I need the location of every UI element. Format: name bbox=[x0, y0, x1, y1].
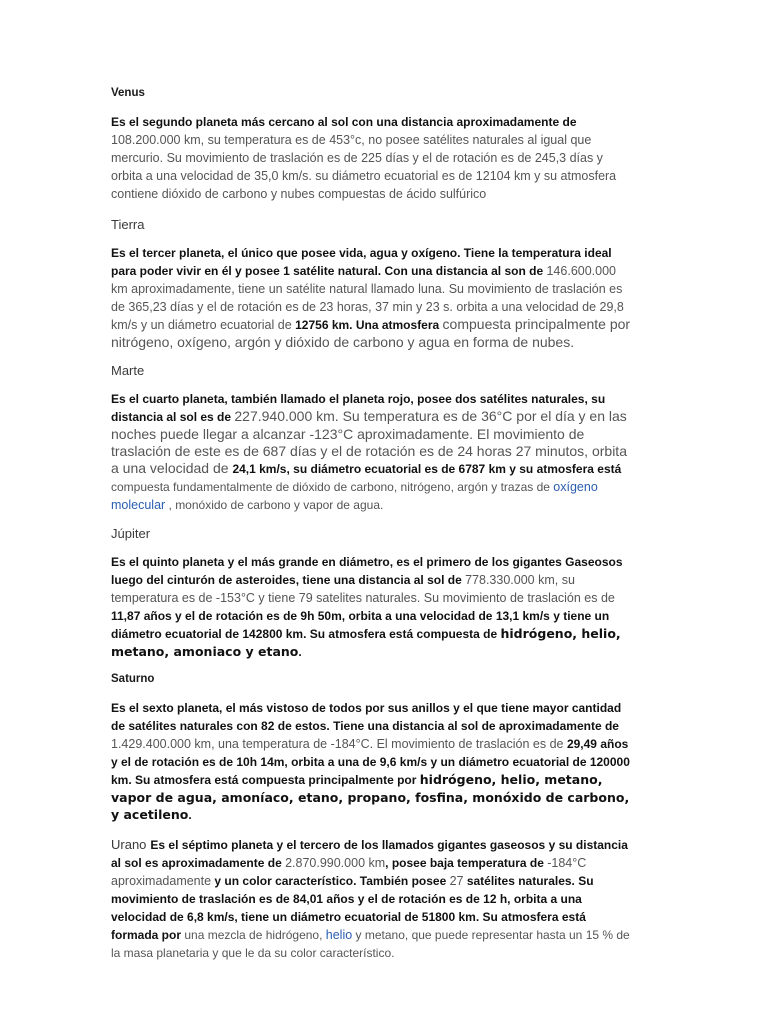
document-page bbox=[111, 84, 631, 962]
venus-text-1: Es el segundo planeta más cercano al sol con una distancia aproximadamente de bbox=[111, 115, 577, 129]
paragraph-marte bbox=[111, 390, 631, 514]
marte-text-3: 36°C por el día y en las noches puede llegar a alcanzar -123°C aproximadamente. El movimiento de traslación de este es de 687 días y el de rotación es de 24 horas 27 minutos, orbita a una velocidad de bbox=[111, 408, 627, 476]
section-title-marte: Marte bbox=[111, 363, 145, 378]
section-title-tierra: Tierra bbox=[111, 217, 145, 232]
saturno-text-1: Es el sexto planeta, el más vistoso de todos por sus anillos y el que tiene mayor cantidad de satélites naturales con 82 de estos. Tiene una distancia al sol de aproximadamente de bbox=[111, 701, 622, 733]
tierra-text-4: compuesta principalmente por nitrógeno, oxígeno, argón y dióxido de carbono y agua en forma de nubes. bbox=[111, 316, 631, 350]
urano-text-3: , posee baja temperatura de bbox=[385, 856, 548, 870]
marte-text-2: 227.940.000 km. Su temperatura es de bbox=[234, 408, 482, 424]
jupiter-text-1: Es el quinto planeta y el más grande en diámetro, es el primero de los gigantes Gaseosos luego del cinturón de asteroides, tiene una distancia al sol de bbox=[111, 555, 623, 587]
jupiter-text-4: hidrógeno, helio, metano, amoniaco y etano bbox=[111, 626, 621, 659]
section-title-urano: Urano bbox=[111, 837, 147, 852]
paragraph-tierra bbox=[111, 244, 631, 351]
marte-text-4: 24,1 km/s, su diámetro ecuatorial es de 6787 km y su atmosfera está bbox=[232, 462, 622, 476]
urano-text-2: 2.870.990.000 km bbox=[285, 856, 386, 870]
section-title-saturno: Saturno bbox=[111, 673, 155, 685]
paragraph-venus bbox=[111, 113, 631, 203]
venus-text-2: 108.200.000 km, su temperatura es de 453°c, no posee satélites naturales al igual que mercurio. Su movimiento de traslación es de 225 días y el de rotación es de 245,3 días y orbita a una velocidad de 35,0 km/s. su diámetro ecuatorial es de 12104 km y su atmosfera contiene dióxido de carbono y nubes compuestas de ácido sulfúrico bbox=[111, 133, 617, 201]
tierra-text-2: 146.600.000 km aproximadamente, tiene un satélite natural llamado luna. Su movimiento de traslación es de 365,23 días y el de rotación es de 23 horas, 37 min y 23 s. orbita a una velocidad de 29,8 km/s y un diámetro ecuatorial de bbox=[111, 264, 624, 332]
marte-link-oxigeno[interactable]: oxígeno molecular bbox=[111, 480, 598, 512]
saturno-text-3: 29,49 años y el de rotación es de 10h 14m, orbita a una de 9,6 km/s y un diámetro ecuatorial de 120000 km. Su atmosfera está compuesta principalmente por bbox=[111, 737, 630, 787]
marte-text-1: Es el cuarto planeta, también llamado el planeta rojo, posee dos satélites naturales, su distancia al sol es de bbox=[111, 392, 606, 424]
tierra-text-1: Es el tercer planeta, el único que posee vida, agua y oxígeno. Tiene la temperatura ideal para poder vivir en él y posee 1 satélite natural. Con una distancia al son de bbox=[111, 246, 612, 278]
saturno-text-5: . bbox=[188, 808, 192, 822]
jupiter-text-3: 11,87 años y el de rotación es de 9h 50m, orbita a una velocidad de 13,1 km/s y tiene un diámetro ecuatorial de 142800 km. Su atmosfera está compuesta de bbox=[111, 609, 610, 641]
section-title-venus: Venus bbox=[111, 87, 145, 99]
urano-text-9: y metano, que puede representar hasta un 15 % de la masa planetaria y que le da su color característico. bbox=[111, 928, 630, 960]
urano-text-7: satélites naturales. Su movimiento de traslación es de 84,01 años y el de rotación es de 12 h, orbita a una velocidad de 6,8 km/s, tiene un diámetro ecuatorial de 51800 km. Su atmosfera está formada por bbox=[111, 874, 594, 942]
jupiter-text-2: 778.330.000 km, su temperatura es de -153°C y tiene 79 satelites naturales. Su movimiento de traslación es de bbox=[111, 573, 615, 605]
urano-text-1: Es el séptimo planeta y el tercero de los llamados gigantes gaseosos y su distancia al sol es aproximadamente de bbox=[111, 838, 628, 870]
paragraph-saturno bbox=[111, 699, 631, 824]
urano-link-helio[interactable]: helio bbox=[325, 928, 353, 942]
jupiter-text-5: . bbox=[298, 645, 302, 659]
saturno-text-2: 1.429.400.000 km, una temperatura de -184°C. El movimiento de traslación es de bbox=[111, 737, 567, 751]
urano-text-8: una mezcla de hidrógeno, bbox=[184, 928, 326, 942]
urano-text-6: 27 bbox=[449, 874, 464, 888]
section-title-jupiter: Júpiter bbox=[111, 526, 151, 541]
urano-text-5: y un color característico. También posee bbox=[211, 874, 450, 888]
marte-text-5: compuesta fundamentalmente de dióxido de carbono, nitrógeno, argón y trazas de bbox=[111, 480, 554, 494]
marte-text-6: , monóxido de carbono y vapor de agua. bbox=[165, 498, 384, 512]
paragraph-urano bbox=[111, 836, 631, 962]
saturno-text-4: hidrógeno, helio, metano, vapor de agua, amoníaco, etano, propano, fosfina, monóxido de carbono, y acetileno bbox=[111, 772, 630, 822]
paragraph-jupiter bbox=[111, 553, 631, 661]
tierra-text-3: 12756 km. Una atmosfera bbox=[295, 318, 443, 332]
urano-text-4: -184°C aproximadamente bbox=[111, 856, 587, 888]
